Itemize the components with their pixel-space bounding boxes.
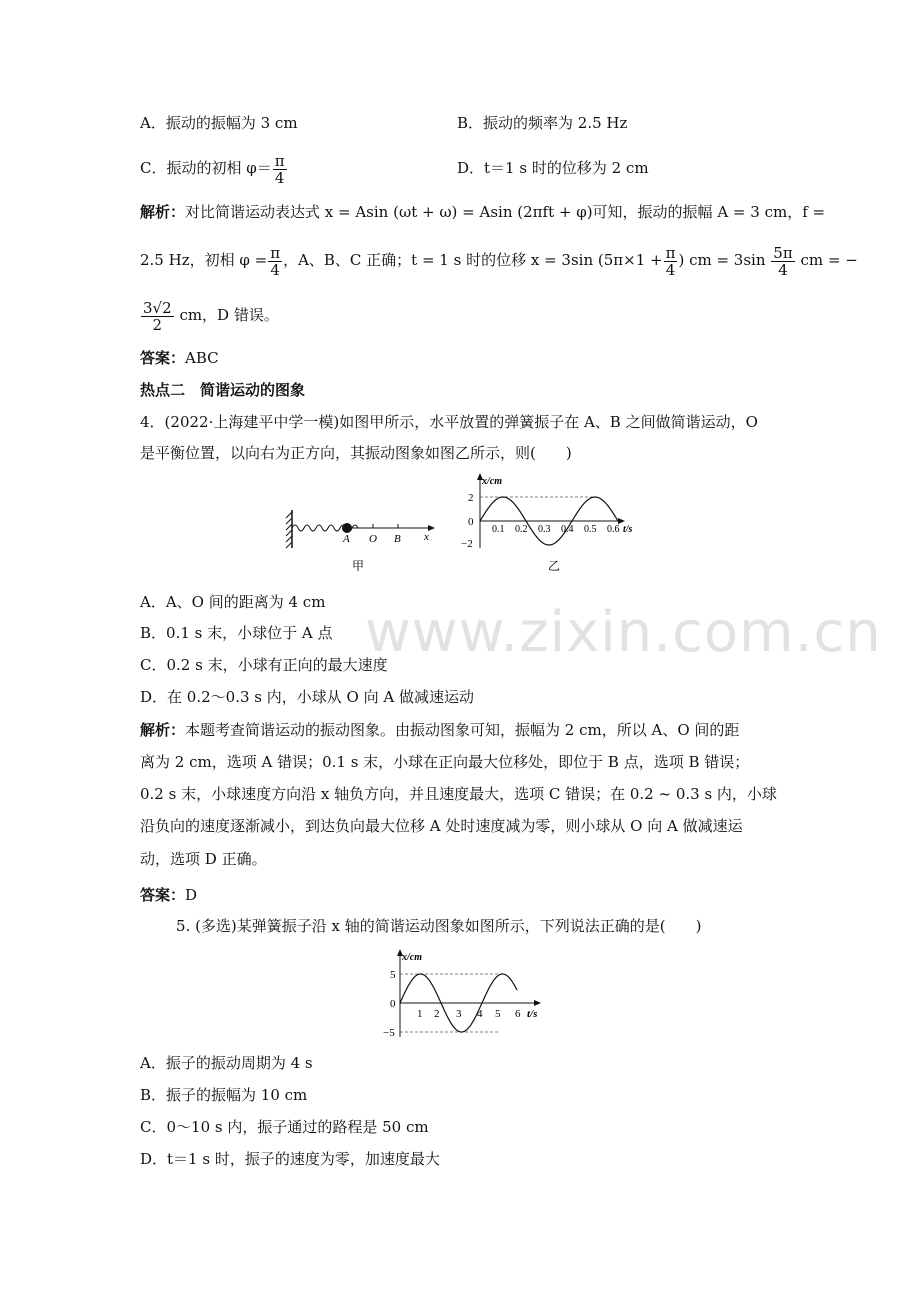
q5-stem: 5. (多选)某弹簧振子沿 x 轴的简谐运动图象如图所示，下列说法正确的是( ) <box>176 917 702 935</box>
ytick-0: 0 <box>390 998 396 1010</box>
q4-solution-line5: 动，选项 D 正确。 <box>140 850 267 868</box>
caption-yi: 乙 <box>548 559 561 573</box>
xtick: 3 <box>456 1008 462 1020</box>
xtick: 6 <box>515 1008 521 1020</box>
ytick-0: 0 <box>468 516 474 528</box>
ytick-neg2: −2 <box>461 538 473 550</box>
xtick: 1 <box>417 1008 423 1020</box>
q4-figure-spring <box>280 500 440 575</box>
q3-solution-line1: 解析：对比简谐运动表达式 x = Asin (ωt + ω) = Asin (2πft + φ)可知，振动的振幅 A = 3 cm，f = <box>140 203 826 221</box>
q5-figure-graph <box>378 942 553 1042</box>
q5-option-d: D．t＝1 s 时，振子的速度为零，加速度最大 <box>140 1150 440 1168</box>
q4-stem-line2: 是平衡位置，以向右为正方向，其振动图象如图乙所示，则( ) <box>140 444 572 462</box>
label-o: O <box>369 533 377 545</box>
q4-figure-graph <box>455 470 655 575</box>
q4-option-c: C．0.2 s 末，小球有正向的最大速度 <box>140 656 388 674</box>
label-x: x <box>424 531 429 543</box>
q3-answer: 答案：ABC <box>140 349 219 367</box>
q3-option-a: A．振动的振幅为 3 cm <box>140 114 298 132</box>
q3-option-c: C．振动的初相 φ＝ $\frac{\pi}{4}$ <box>140 151 285 187</box>
xtick: 5 <box>495 1008 501 1020</box>
label-b: B <box>394 533 401 545</box>
caption-jia: 甲 <box>352 559 365 573</box>
graph-xlabel: t/s <box>623 524 633 535</box>
q4-option-b: B．0.1 s 末，小球位于 A 点 <box>140 624 333 642</box>
graph-ylabel: x/cm <box>402 952 422 963</box>
q5-option-b: B．振子的振幅为 10 cm <box>140 1086 308 1104</box>
ytick-5: 5 <box>390 969 396 981</box>
q4-stem-line1: 4．(2022·上海建平中学一模)如图甲所示，水平放置的弹簧振子在 A、B 之间做简谐运动，O <box>140 413 758 431</box>
q4-solution-line2: 离为 2 cm，选项 A 错误；0.1 s 末，小球在正向最大位移处，即位于 B 点，选项 B 错误； <box>140 753 750 771</box>
q4-answer: 答案：D <box>140 886 198 904</box>
ytick-2: 2 <box>468 492 474 504</box>
xtick: 0.1 <box>492 524 505 535</box>
q4-solution-line4: 沿负向的速度逐渐减小，到达负向最大位移 A 处时速度减为零，则小球从 O 向 A 做减速运 <box>140 817 743 835</box>
xtick: 0.2 <box>515 524 528 535</box>
xtick: 4 <box>477 1008 483 1020</box>
graph-xlabel: t/s <box>527 1008 538 1020</box>
xtick: 0.5 <box>584 524 597 535</box>
xtick: 0.6 <box>607 524 620 535</box>
q4-solution-line3: 0.2 s 末，小球速度方向沿 x 轴负方向，并且速度最大，选项 C 错误；在 0.2 ~ 0.3 s 内，小球 <box>140 785 777 803</box>
q4-option-a: A．A、O 间的距离为 4 cm <box>140 593 326 611</box>
watermark: www.zixin.com.cn <box>365 600 882 665</box>
q5-option-a: A．振子的振动周期为 4 s <box>140 1054 313 1072</box>
q3-option-d: D．t＝1 s 时的位移为 2 cm <box>457 159 649 177</box>
ytick-neg5: −5 <box>383 1027 395 1039</box>
q5-option-c: C．0～10 s 内，振子通过的路程是 50 cm <box>140 1118 429 1136</box>
q3-solution-line2: 2.5 Hz，初相 φ = $\frac{\pi}{4}$ ，A、B、C 正确；t = 1 s 时的位移 x = 3sin (5π×1 + $\frac{\pi}{4}$ ) cm = 3sin $\frac{5\pi}{4}$ cm = − <box>140 243 858 279</box>
q4-solution-line1: 解析：本题考查简谐运动的振动图象。由振动图象可知，振幅为 2 cm，所以 A、O 间的距 <box>140 721 740 739</box>
section-heading: 热点二 简谐运动的图象 <box>140 381 306 399</box>
xtick: 2 <box>434 1008 440 1020</box>
q3-solution-line3: $\frac{3√2}{2}$ cm，D 错误。 <box>143 298 279 334</box>
graph-ylabel: x/cm <box>482 476 502 487</box>
label-a: A <box>343 533 350 545</box>
xtick: 0.4 <box>561 524 574 535</box>
xtick: 0.3 <box>538 524 551 535</box>
q3-option-b: B．振动的频率为 2.5 Hz <box>457 114 628 132</box>
q4-option-d: D．在 0.2～0.3 s 内，小球从 O 向 A 做减速运动 <box>140 688 474 706</box>
